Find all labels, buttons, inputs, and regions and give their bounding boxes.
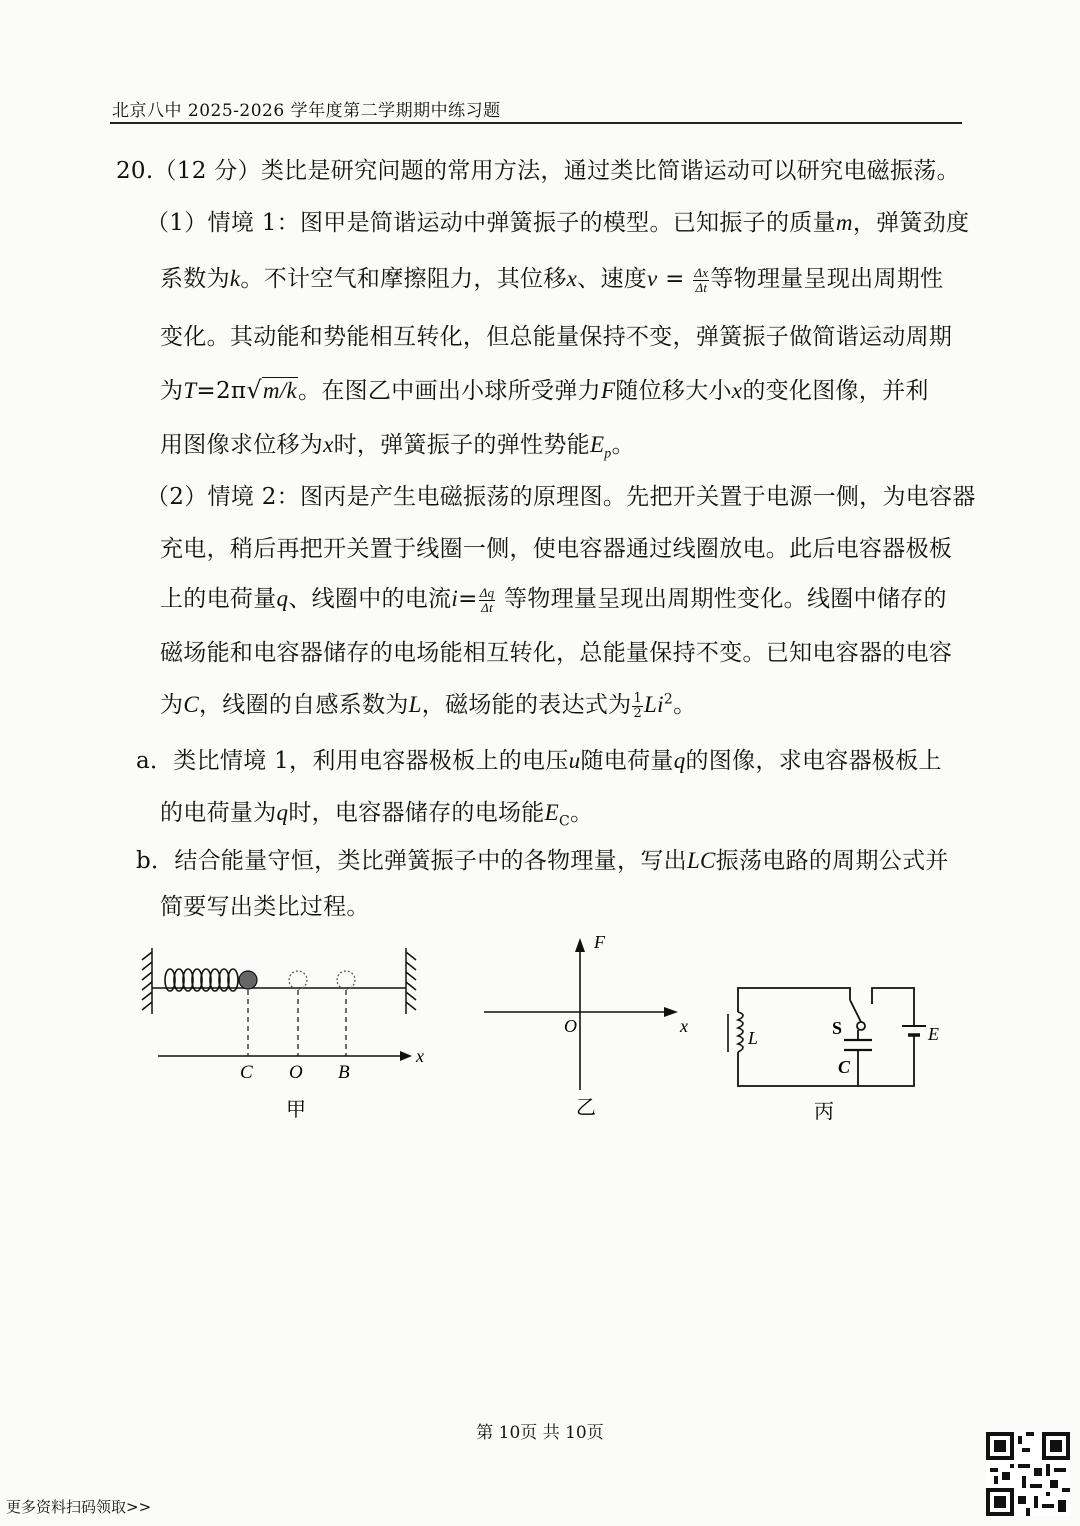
label-B: B bbox=[338, 1062, 350, 1083]
var-E: E bbox=[544, 800, 559, 825]
text: 振荡电路的周期公式并 bbox=[715, 848, 949, 874]
text: ，线圈的自感系数为 bbox=[198, 692, 409, 718]
text: 的电荷量为 bbox=[160, 800, 277, 826]
var-q: q bbox=[276, 586, 289, 611]
text: 图甲是简谐运动中弹簧振子的模型。已知振子的质量 bbox=[299, 210, 836, 236]
label-S: S bbox=[832, 1018, 843, 1038]
switch-S bbox=[850, 1000, 865, 1030]
sub-p: p bbox=[604, 446, 612, 462]
text: 、线圈中的电流 bbox=[288, 586, 452, 612]
question-number: 20. bbox=[116, 158, 154, 184]
label-O: O bbox=[289, 1062, 303, 1083]
text: 、速度 bbox=[577, 266, 648, 292]
var-E: E bbox=[589, 432, 605, 457]
var-F: F bbox=[600, 378, 616, 403]
fraction-dq-dt bbox=[479, 586, 496, 615]
x-axis-arrow bbox=[664, 1007, 678, 1017]
label-O: O bbox=[564, 1016, 577, 1036]
sub-b-line1 bbox=[136, 842, 949, 875]
question-score: （12 分） bbox=[153, 158, 261, 184]
label-x: x bbox=[416, 1046, 424, 1066]
figure-yi bbox=[480, 930, 700, 1125]
var-q: q bbox=[673, 748, 686, 773]
sqrt-content: m/k bbox=[262, 378, 298, 403]
frac-den: 2 bbox=[633, 705, 643, 721]
var-v: v bbox=[647, 266, 658, 291]
bottom-note: 更多资料扫码领取>> bbox=[6, 1498, 152, 1516]
battery-E bbox=[902, 1026, 926, 1042]
capacitor-C bbox=[844, 1040, 872, 1050]
text: 。 bbox=[570, 800, 594, 826]
text: 。 bbox=[673, 692, 697, 718]
text: 为 bbox=[160, 378, 184, 404]
text: 。 bbox=[611, 432, 635, 458]
var-LC: LC bbox=[686, 848, 716, 873]
text: b．结合能量守恒，类比弹簧振子中的各物理量，写出 bbox=[136, 848, 687, 874]
page-header: 北京八中 2025-2026 学年度第二学期期中练习题 bbox=[112, 101, 501, 121]
text: 时，电容器储存的电场能 bbox=[288, 800, 545, 826]
right-wall bbox=[406, 948, 416, 1014]
var-k: k bbox=[229, 266, 241, 291]
text: = bbox=[458, 586, 478, 612]
text: 。不计空气和摩擦阻力，其位移 bbox=[240, 266, 567, 292]
part2-line4: 磁场能和电容器储存的电场能相互转化，总能量保持不变。已知电容器的电容 bbox=[160, 640, 953, 666]
figure-jia bbox=[138, 940, 428, 1125]
label-E: E bbox=[928, 1024, 939, 1044]
circuit-wires bbox=[738, 988, 914, 1086]
text: 上的电荷量 bbox=[160, 586, 277, 612]
ball-at-C bbox=[239, 971, 257, 989]
label-C: C bbox=[838, 1057, 851, 1077]
dashed-guides bbox=[248, 990, 346, 1056]
fraction-half bbox=[632, 692, 643, 721]
question-intro bbox=[116, 152, 960, 185]
part1-line4 bbox=[160, 372, 929, 405]
var-x: x bbox=[566, 266, 578, 291]
part1-line2 bbox=[160, 260, 943, 295]
frac-den: Δt bbox=[695, 279, 708, 295]
text: ，磁场能的表达式为 bbox=[421, 692, 632, 718]
ball-at-B bbox=[337, 971, 355, 989]
part1-line5 bbox=[160, 426, 635, 463]
question-intro-text: 类比是研究问题的常用方法，通过类比简谐运动可以研究电磁振荡。 bbox=[260, 158, 960, 184]
part2-line1 bbox=[146, 478, 976, 511]
sqrt-sign: √ bbox=[246, 376, 262, 404]
caption-yi: 乙 bbox=[576, 1097, 596, 1119]
text: a．类比情境 1，利用电容器极板上的电压 bbox=[136, 748, 569, 774]
sub-C: C bbox=[558, 813, 570, 830]
part2-line3 bbox=[160, 580, 947, 615]
frac-num: Δq bbox=[479, 584, 495, 600]
var-C: C bbox=[183, 692, 199, 717]
var-x: x bbox=[731, 378, 743, 403]
frac-num: 1 bbox=[633, 690, 643, 706]
text: 随电荷量 bbox=[580, 748, 674, 774]
fraction-dx-dt bbox=[693, 266, 709, 295]
sup-2: 2 bbox=[663, 691, 674, 708]
frac-num: Δx bbox=[694, 264, 709, 280]
part1-line1 bbox=[146, 204, 969, 237]
y-axis-arrow bbox=[575, 938, 585, 952]
text: 等物理量呈现出周期性 bbox=[710, 266, 944, 292]
var-T: T bbox=[183, 378, 197, 403]
page-footer: 第 10页 共 10页 bbox=[476, 1423, 604, 1443]
ball-at-O bbox=[289, 971, 307, 989]
var-x: x bbox=[323, 432, 334, 457]
frac-den: Δt bbox=[481, 599, 493, 615]
var-Li: Li bbox=[644, 692, 664, 717]
text: 用图像求位移为 bbox=[160, 432, 324, 458]
text: 等物理量呈现出周期性变化。线圈中储存的 bbox=[496, 586, 947, 612]
sub-a-line1 bbox=[136, 742, 942, 775]
var-m: m bbox=[835, 210, 853, 235]
part1-label: （1）情境 1： bbox=[146, 210, 300, 236]
caption-jia: 甲 bbox=[286, 1099, 306, 1121]
label-C: C bbox=[240, 1062, 253, 1083]
header-rule bbox=[110, 122, 962, 124]
text: 图丙是产生电磁振荡的原理图。先把开关置于电源一侧，为电容器 bbox=[299, 484, 976, 510]
part2-line2: 充电，稍后再把开关置于线圈一侧，使电容器通过线圈放电。此后电容器极板 bbox=[160, 536, 953, 562]
text: 系数为 bbox=[160, 266, 230, 292]
part2-label: （2）情境 2： bbox=[146, 484, 300, 510]
inductor-L bbox=[728, 1012, 743, 1052]
text: 。在图乙中画出小球所受弹力 bbox=[298, 378, 601, 404]
x-axis-arrow bbox=[400, 1051, 412, 1061]
left-wall bbox=[142, 948, 152, 1014]
text: 为 bbox=[160, 692, 184, 718]
figure-bing bbox=[722, 978, 952, 1128]
text: 的变化图像，并利 bbox=[742, 378, 929, 404]
text: 时，弹簧振子的弹性势能 bbox=[333, 432, 590, 458]
label-L: L bbox=[748, 1028, 759, 1048]
qr-code-icon[interactable] bbox=[986, 1432, 1070, 1516]
var-L: L bbox=[408, 692, 422, 717]
text: 的图像，求电容器极板上 bbox=[685, 748, 942, 774]
text: ，弹簧劲度 bbox=[852, 210, 970, 236]
sub-b-line2: 简要写出类比过程。 bbox=[160, 894, 370, 920]
part1-line3: 变化。其动能和势能相互转化，但总能量保持不变，弹簧振子做简谐运动周期 bbox=[160, 324, 953, 350]
text: = bbox=[657, 266, 693, 292]
part2-line5 bbox=[160, 686, 696, 721]
label-x: x bbox=[680, 1016, 688, 1036]
text: =2π bbox=[196, 378, 247, 404]
sub-a-line2 bbox=[160, 794, 593, 830]
label-F: F bbox=[594, 932, 605, 952]
text: 随位移大小 bbox=[615, 378, 732, 404]
var-i: i bbox=[451, 586, 459, 611]
caption-bing: 丙 bbox=[814, 1101, 834, 1123]
var-u: u bbox=[568, 748, 581, 773]
var-q: q bbox=[276, 800, 289, 825]
